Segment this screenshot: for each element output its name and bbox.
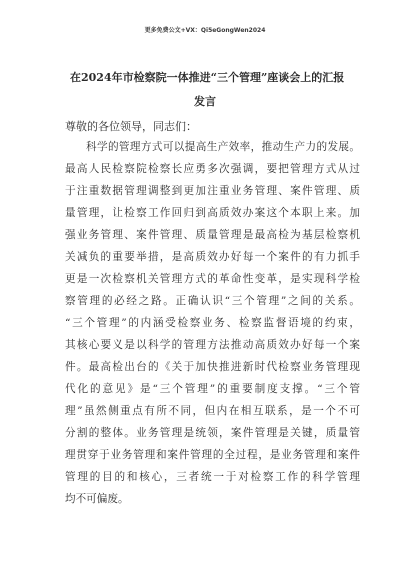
body-line: 科学的管理方式可以提高生产效率，推动生产力的发展。 — [86, 141, 360, 153]
body-line: 量管理，让检察工作回归到高质效办案这个本职上来。加 — [65, 207, 360, 219]
body-line: 均不可偏废。 — [65, 493, 129, 505]
document-title-line-1: 在2024年市检察院一体推进“三个管理”座谈会上的汇报 — [70, 71, 345, 84]
body-line: 关减负的重要举措，是高质效办好每一个案件的有力抓手 — [65, 251, 360, 263]
body-line: “三个管理”的内涵受检察业务、检察监督语境的约束， — [65, 317, 360, 329]
body-line: 理”虽然侧重点有所不同，但内在相互联系，是一个不可 — [65, 405, 360, 417]
body-line: 强业务管理、案件管理、质量管理是最高检为基层检察机 — [65, 229, 360, 241]
body-line: 于注重数据管理调整到更加注重业务管理、案件管理、质 — [65, 185, 360, 197]
greeting: 尊敬的各位领导，同志们： — [65, 120, 197, 133]
body-line: 代化的意见》是“三个管理”的重要制度支撑。“三个管 — [65, 383, 360, 395]
body-line: 更是一次检察机关管理方式的革命性变革，是实现科学检 — [65, 273, 360, 285]
body-line: 分割的整体。业务管理是统领，案件管理是关键，质量管 — [65, 427, 360, 439]
body-line: 其核心要义是以科学的管理方法推动高质效办好每一个案 — [65, 339, 360, 351]
document-title-line-2: 发言 — [194, 95, 216, 108]
body-line: 察管理的必经之路。正确认识“三个管理”之间的关系。 — [65, 295, 360, 307]
body-line: 件。最高检出台的《关于加快推进新时代检察业务管理现 — [65, 361, 360, 373]
body-line: 理贯穿于业务管理和案件管理的全过程，是业务管理和案件 — [65, 449, 360, 461]
promo-header: 更多免费公文+VX：Qi5eGongWen2024 — [144, 27, 266, 34]
body-line: 管理的目的和核心，三者统一于对检察工作的科学管理 — [65, 471, 360, 483]
body-line: 最高人民检察院检察长应勇多次强调，要把管理方式从过 — [65, 163, 360, 175]
